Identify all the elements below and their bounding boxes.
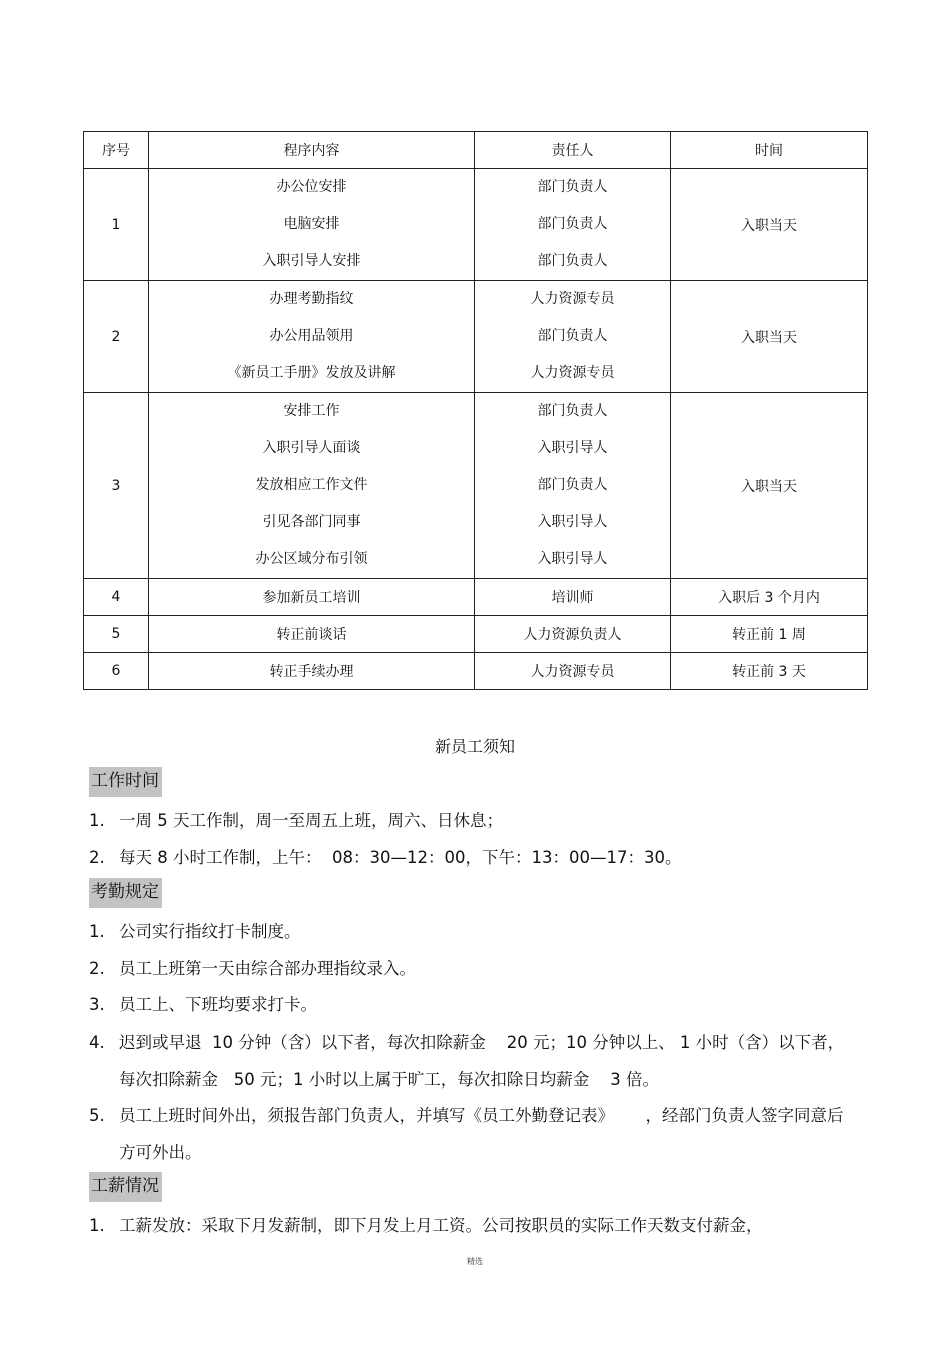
list-item: [89, 913, 859, 950]
owner-cell: 人力资源负责人: [475, 616, 671, 653]
onboarding-procedure-table: [83, 131, 868, 690]
owner-item: 入职引导人: [537, 551, 608, 567]
item-number: 2.: [89, 848, 105, 867]
time-cell: 入职当天: [671, 281, 868, 393]
owner-item: 部门负责人: [537, 403, 608, 419]
header-owner: 责任人: [475, 132, 671, 169]
list-item: [89, 1097, 859, 1171]
time-cell: 入职后 3 个月内: [671, 579, 868, 616]
section-heading-work-hours: 工作时间: [89, 767, 162, 797]
row-number: 3: [84, 393, 149, 579]
table-row: [84, 393, 868, 579]
row-number: 5: [84, 616, 149, 653]
task-cell: 参加新员工培训: [149, 579, 475, 616]
time-cell: 入职当天: [671, 393, 868, 579]
list-item: [89, 839, 859, 876]
table-row: [84, 169, 868, 281]
owner-cell: [475, 281, 671, 393]
section-heading-salary: 工薪情况: [89, 1172, 162, 1202]
task-item: 安排工作: [283, 403, 340, 419]
item-number: 2.: [89, 959, 105, 978]
task-item: 发放相应工作文件: [255, 477, 368, 493]
owner-item: 入职引导人: [537, 440, 608, 456]
task-cell: [149, 393, 475, 579]
task-item: 办理考勤指纹: [269, 291, 354, 307]
task-item: 办公位安排: [276, 179, 347, 195]
task-cell: 转正手续办理: [149, 653, 475, 690]
header-no: 序号: [84, 132, 149, 169]
owner-cell: 培训师: [475, 579, 671, 616]
row-number: 1: [84, 169, 149, 281]
owner-cell: 人力资源专员: [475, 653, 671, 690]
row-number: 2: [84, 281, 149, 393]
owner-item: 部门负责人: [537, 179, 608, 195]
table-row: [84, 579, 868, 616]
item-text: 员工上班时间外出，须报告部门负责人，并填写《员工外勤登记表》 ，经部门负责人签字同意后方可外出。: [119, 1106, 844, 1162]
section-heading-attendance: 考勤规定: [89, 878, 162, 908]
item-text: 公司实行指纹打卡制度。: [119, 922, 301, 941]
list-item: [89, 802, 859, 839]
item-text: 每天 8 小时工作制，上午： 08：30—12：00，下午：13：00—17：30。: [119, 848, 682, 867]
item-number: 1.: [89, 1216, 105, 1235]
owner-item: 部门负责人: [537, 328, 608, 344]
task-item: 电脑安排: [283, 216, 340, 232]
table-row: [84, 616, 868, 653]
item-text: 迟到或早退 10 分钟（含）以下者，每次扣除薪金 20 元；10 分钟以上、 1 小时（含）以下者，每次扣除薪金 50 元；1 小时以上属于旷工，每次扣除日均薪金 3 倍。: [119, 1033, 845, 1089]
owner-item: 部门负责人: [537, 216, 608, 232]
task-item: 《新员工手册》发放及讲解: [227, 365, 396, 381]
item-text: 工薪发放：采取下月发薪制，即下月发上月工资。公司按职员的实际工作天数支付薪金，: [119, 1216, 763, 1235]
item-text: 员工上、下班均要求打卡。: [119, 995, 317, 1014]
task-item: 办公区域分布引领: [255, 551, 368, 567]
owner-cell: [475, 169, 671, 281]
owner-cell: [475, 393, 671, 579]
task-cell: [149, 169, 475, 281]
item-text: 一周 5 天工作制，周一至周五上班，周六、日休息；: [119, 811, 503, 830]
task-cell: 转正前谈话: [149, 616, 475, 653]
notice-title: 新员工须知: [434, 737, 515, 756]
owner-item: 部门负责人: [537, 253, 608, 269]
list-item: [89, 1024, 859, 1098]
header-time: 时间: [671, 132, 868, 169]
list-item: [89, 986, 859, 1023]
item-number: 4.: [89, 1033, 105, 1052]
task-item: 引见各部门同事: [262, 514, 361, 530]
list-item: [89, 950, 859, 987]
owner-item: 入职引导人: [537, 514, 608, 530]
table-row: [84, 281, 868, 393]
owner-item: 人力资源专员: [530, 365, 615, 381]
row-number: 4: [84, 579, 149, 616]
task-item: 入职引导人面谈: [262, 440, 361, 456]
task-item: 办公用品领用: [269, 328, 354, 344]
table-row: [84, 653, 868, 690]
time-cell: 入职当天: [671, 169, 868, 281]
page-footer: 精选: [467, 1257, 483, 1266]
owner-item: 部门负责人: [537, 477, 608, 493]
row-number: 6: [84, 653, 149, 690]
table-header-row: [84, 132, 868, 169]
item-number: 5.: [89, 1106, 105, 1125]
owner-item: 人力资源专员: [530, 291, 615, 307]
header-content: 程序内容: [149, 132, 475, 169]
item-number: 3.: [89, 995, 105, 1014]
item-number: 1.: [89, 922, 105, 941]
time-cell: 转正前 1 周: [671, 616, 868, 653]
time-cell: 转正前 3 天: [671, 653, 868, 690]
task-item: 入职引导人安排: [262, 253, 361, 269]
list-item: [89, 1207, 859, 1244]
task-cell: [149, 281, 475, 393]
item-number: 1.: [89, 811, 105, 830]
item-text: 员工上班第一天由综合部办理指纹录入。: [119, 959, 416, 978]
